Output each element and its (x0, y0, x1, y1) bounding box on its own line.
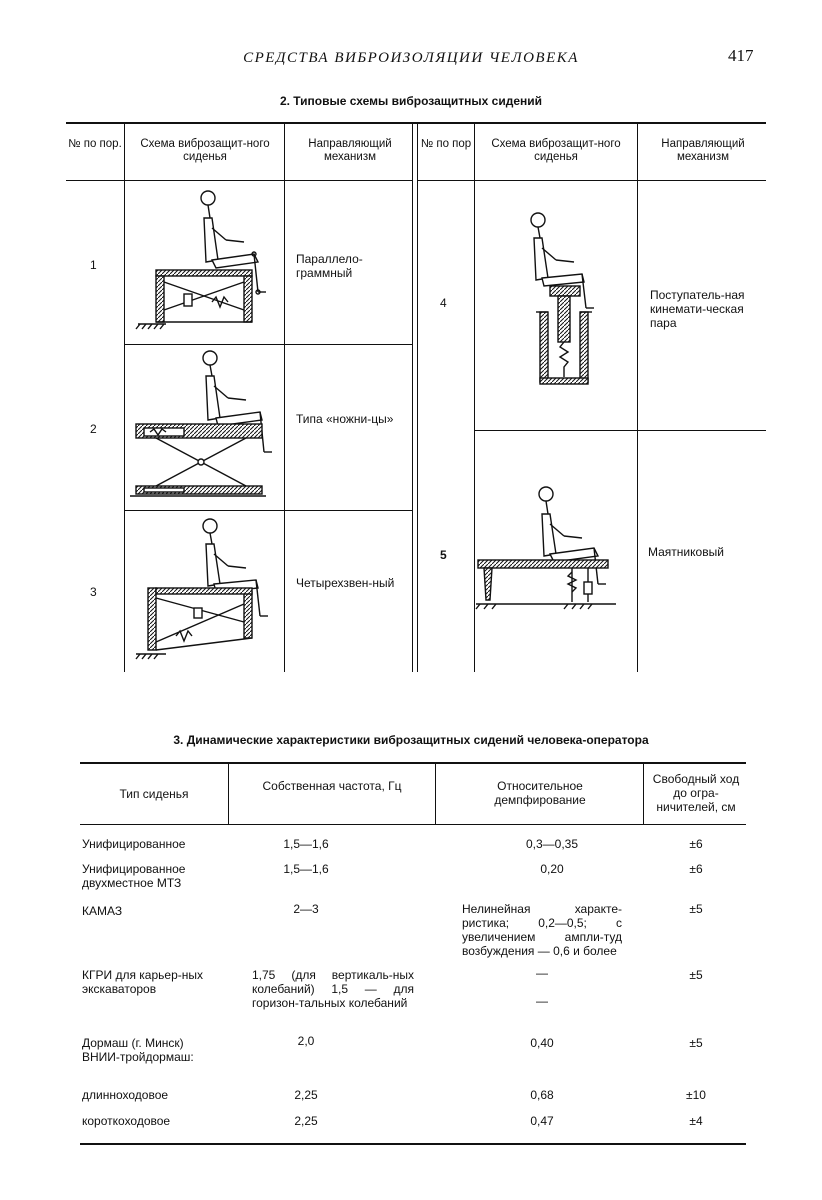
t2-row1-mechanism: Параллело-граммный (296, 252, 363, 280)
t3-header-freq: Собственная частота, Гц (262, 779, 402, 793)
t2-row5-no: 5 (440, 548, 447, 562)
t2-header-no-right: № по пор (420, 138, 472, 150)
seat-scheme-parallelogram (126, 182, 282, 342)
table3-top-rule (80, 762, 746, 764)
seat-scheme-four-link (126, 512, 282, 662)
table2-vline (124, 122, 125, 672)
t2-header-mechanism-right: Направляющий механизм (661, 138, 745, 163)
t3-row-damping: 0,40 (530, 1036, 554, 1050)
t3-row-damping: Нелинейная характе-ристика; 0,2—0,5; с увеличением ампли-туд возбуждения — 0,6 и более (462, 902, 622, 958)
t3-row-travel: ±6 (689, 837, 703, 851)
t3-row-type: Унифицированное (82, 837, 186, 851)
t3-row-travel: ±4 (689, 1114, 703, 1128)
t3-row-freq: 2,25 (294, 1114, 318, 1128)
table3-vline (435, 762, 436, 824)
t3-header-damping: Относительное демпфирование (494, 779, 586, 807)
seat-scheme-scissors (126, 346, 282, 508)
t3-row-freq: 1,5—1,6 (283, 837, 329, 851)
table2-caption: 2. Типовые схемы виброзащитных сидений (279, 94, 543, 108)
t3-header-travel: Свободный ход до огра-ничителей, см (652, 772, 740, 814)
t2-row3-no: 3 (90, 585, 97, 599)
t2-header-scheme-right: Схема виброзащит-ного сиденья (491, 138, 621, 163)
t3-row-damping-2: — (536, 994, 548, 1008)
table2-vline (417, 122, 418, 672)
table2-vline (412, 122, 413, 672)
table2-vline (474, 122, 475, 672)
t3-row-freq: 2,0 (297, 1034, 315, 1048)
t3-row-type: короткоходовое (82, 1114, 171, 1128)
t3-row-damping: 0,68 (530, 1088, 554, 1102)
running-header: СРЕДСТВА ВИБРОИЗОЛЯЦИИ ЧЕЛОВЕКА (243, 50, 579, 66)
table3-header-rule (80, 824, 746, 825)
t2-row5-mechanism: Маятниковый (648, 545, 724, 559)
t2-row1-no: 1 (90, 258, 97, 272)
page-number: 417 (728, 46, 754, 65)
table2-row-rule (124, 344, 412, 345)
t3-row-type: Унифицированное двухместное МТЗ (82, 862, 186, 890)
t3-row-freq: 2,25 (294, 1088, 318, 1102)
table2-vline (637, 122, 638, 672)
t3-row-type: КГРИ для карьер-ных экскаваторов (82, 968, 203, 996)
t3-row-type: КАМАЗ (82, 904, 123, 918)
t2-row3-mechanism: Четырехзвен-ный (296, 576, 395, 590)
t3-row-type: длинноходовое (82, 1088, 169, 1102)
seat-scheme-pendulum (476, 432, 636, 672)
t3-row-freq: 1,75 (для вертикаль-ных колебаний) 1,5 — для горизон-тальных колебаний (252, 968, 414, 1010)
t2-row4-no: 4 (440, 296, 447, 310)
table3-vline (228, 762, 229, 824)
t3-row-travel: ±5 (689, 902, 703, 916)
t2-row2-mechanism: Типа «ножни-цы» (296, 412, 394, 426)
t2-header-no: № по пор. (68, 138, 122, 150)
t2-header-scheme: Схема виброзащит-ного сиденья (140, 138, 270, 163)
table2-row-rule (474, 430, 766, 431)
t3-row-freq: 2—3 (293, 902, 319, 916)
table2-header-rule-left (66, 180, 412, 181)
table3-caption: 3. Динамические характеристики виброзащитных сидений человека-оператора (173, 733, 649, 747)
t3-row-type: Дормаш (г. Минск) ВНИИ-тройдормаш: (82, 1036, 194, 1064)
t3-row-travel: ±6 (689, 862, 703, 876)
seat-scheme-translational (476, 182, 636, 428)
table2-vline (284, 122, 285, 672)
table2-top-rule (66, 122, 766, 124)
t3-row-travel: ±5 (689, 968, 703, 982)
table3-vline (643, 762, 644, 824)
t3-row-damping: — (536, 966, 548, 980)
table2-header-rule-right (418, 180, 766, 181)
table2-row-rule (124, 510, 412, 511)
t3-row-travel: ±10 (686, 1088, 706, 1102)
t3-row-damping: 0,3—0,35 (525, 837, 579, 851)
t3-row-travel: ±5 (689, 1036, 703, 1050)
t3-header-type: Тип сиденья (119, 787, 189, 801)
t2-row2-no: 2 (90, 422, 97, 436)
table3-bottom-rule (80, 1143, 746, 1145)
t2-row4-mechanism: Поступатель-ная кинемати-ческая пара (650, 288, 745, 330)
t3-row-freq: 1,5—1,6 (283, 862, 329, 876)
t3-row-damping: 0,47 (530, 1114, 554, 1128)
t3-row-damping: 0,20 (540, 862, 564, 876)
t2-header-mechanism: Направляющий механизм (308, 138, 392, 163)
